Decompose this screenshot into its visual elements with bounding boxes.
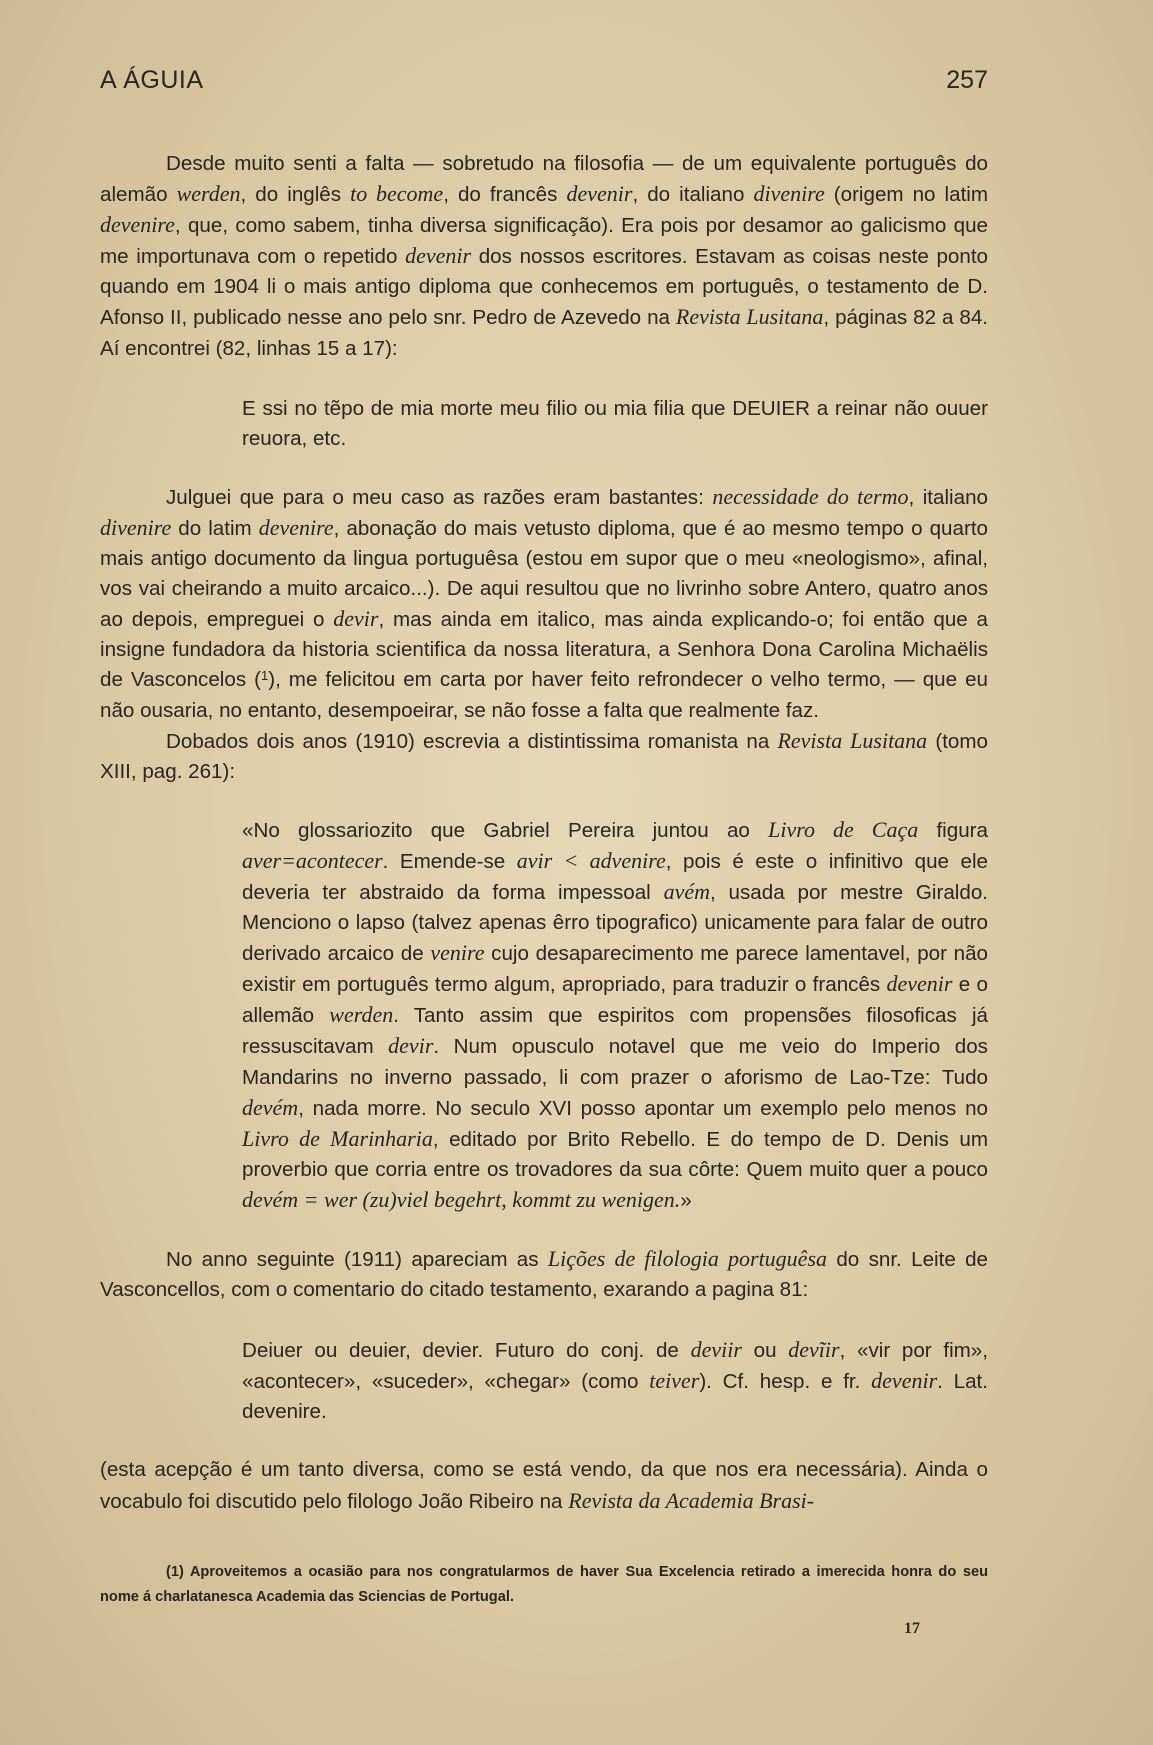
paragraph-1 <box>100 149 988 364</box>
italic-term: Revista Lusitana <box>675 304 824 330</box>
italic-term: devenir <box>405 243 472 269</box>
italic-term: divenire <box>100 514 172 540</box>
text-run: , «vir por fim», «acontecer», «suceder», «chegar» (como <box>242 1339 988 1394</box>
text-run: . Lat. devenire. <box>242 1370 989 1424</box>
text-run: , que, como sabem, tinha diversa significação). Era pois por desamor ao galicismo que me importunava com o repetido <box>100 214 988 269</box>
italic-term: devenir <box>886 971 953 997</box>
italic-term: devém <box>242 1094 299 1120</box>
italic-term: venire <box>430 940 485 966</box>
text-run: , do italiano <box>632 183 754 207</box>
text-run: , italiano <box>908 485 988 509</box>
text-run: do latim <box>171 516 259 540</box>
text-run: figura <box>918 818 988 842</box>
text-run: . Tanto assim que espiritos com propensões filosoficas já ressuscitavam <box>242 1004 988 1059</box>
text-run: , do francês <box>443 183 567 207</box>
quotation-michaelis <box>242 815 988 1216</box>
italic-term: Livro de Caça <box>768 816 919 842</box>
italic-term: deviir <box>690 1337 742 1363</box>
italic-term: aver=acontecer <box>242 847 383 873</box>
main-text <box>100 149 988 1517</box>
paragraph-3 <box>100 726 988 787</box>
text-run: Desde muito senti a falta — sobretudo na filosofia — de um equivalente português do alemão <box>100 152 988 207</box>
text-run: «No glossariozito que Gabriel Pereira juntou ao <box>242 818 769 842</box>
italic-term: to become <box>350 181 444 207</box>
text-run: ), me felicitou em carta por haver feito refrondecer o velho termo, — que eu não ousaria, no entanto, desempoeirar, se não fosse a falta que realmente faz. <box>100 668 988 722</box>
journal-title: A ÁGUIA <box>100 66 204 94</box>
running-header <box>100 66 988 100</box>
signature-mark: 17 <box>904 1620 920 1637</box>
italic-term: divenire <box>753 181 825 207</box>
text-run: , editado por Brito Rebello. E do tempo de D. Denis um proverbio que corria entre os trovadores da sua côrte: Quem muito quer a pouco <box>242 1127 989 1181</box>
italic-term: avir < advenire <box>516 847 666 873</box>
text-run: (esta acepção é um tanto diversa, como se está vendo, da que nos era necessária). Ainda o vocabulo foi discutido pelo filologo João Ribeiro na <box>100 1458 988 1513</box>
text-run: dos nossos escritores. Estavam as coisas neste ponto quando em 1904 li o mais antigo diploma que conhecemos em português, o testamento de D. Afonso II, publicado nesse ano pelo snr. Pedro de Azevedo na <box>100 245 989 330</box>
quotation-testament: E ssi no tẽpo de mia morte meu filio ou mia filia que DEUIER a reinar não ouuer reuora, etc. <box>242 396 988 450</box>
text-run: No anno seguinte (1911) apareciam as <box>166 1248 548 1271</box>
text-run: , pois é este o infinitivo que ele deveria ter abstraido da forma impessoal <box>242 849 988 904</box>
text-run: , usada por mestre Giraldo. Menciono o lapso (talvez apenas êrro tipografico) unicamente para falar de outro derivado arcaico de <box>242 880 988 966</box>
text-run: Dobados dois anos (1910) escrevia a distintissima romanista na <box>166 729 778 753</box>
paragraph-2 <box>100 482 988 726</box>
italic-term: Lições de filologia portuguêsa <box>547 1246 828 1271</box>
text-run: . Emende-se <box>382 849 517 873</box>
italic-term: necessidade do termo <box>712 483 909 509</box>
text-run: » <box>680 1188 692 1212</box>
footnote: (1) Aproveitemos a ocasião para nos congratularmos de haver Sua Excelencia retirado a imerecida honra do seu nome á charlatanesca Academia das Sciencias de Portugal. <box>100 1564 988 1605</box>
paragraph-4 <box>100 1244 988 1305</box>
italic-term: devenir <box>566 181 633 207</box>
text-run: , do inglês <box>240 183 351 207</box>
text-run: Deiuer ou deuier, devier. Futuro do conj. de <box>242 1339 691 1363</box>
page-number: 257 <box>946 66 988 94</box>
text-run: . Num opusculo notavel que me veio do Imperio dos Mandarins no inverno passado, li com prazer o aforismo de Lao-Tze: Tudo <box>242 1035 988 1089</box>
text-run: do snr. Leite de Vasconcellos, com o comentario do citado testamento, exarando a pagina 81: <box>100 1248 989 1302</box>
paragraph-5 <box>100 1455 988 1516</box>
italic-term: werden <box>329 1002 394 1028</box>
text-run: ou <box>741 1339 789 1363</box>
text-run: , mas ainda em italico, mas ainda explicando-o; foi então que a insigne fundadora da historia scientifica da nossa literatura, a Senhora Dona Carolina Michaëlis de Vasconcelos ( <box>100 608 988 692</box>
italic-term: devir <box>388 1033 434 1059</box>
italic-term: devir <box>333 606 379 632</box>
quotation-licoes <box>242 1335 988 1427</box>
italic-term: devĩir <box>788 1337 840 1363</box>
italic-term: Livro de Marinharia <box>242 1125 433 1151</box>
text-run: , nada morre. No seculo XVI posso apontar um exemplo pelo menos no <box>298 1096 988 1120</box>
text-run: , abonação do mais vetusto diploma, que é ao mesmo tempo o quarto mais antigo documento da lingua portuguêsa (estou em supor que o meu «neologismo», afinal, vos vai cheirando a muito arcaico...). De aqui resultou que no livrinho sobre Antero, quatro anos ao depois, empreguei o <box>100 516 988 632</box>
text-run: e o allemão <box>242 973 988 1028</box>
footnote-ref: 1 <box>261 668 269 684</box>
text-run: (tomo XIII, pag. 261): <box>100 729 988 783</box>
text-run: ). Cf. hesp. e fr. <box>699 1370 872 1394</box>
text-run: Julguei que para o meu caso as razões eram bastantes: <box>166 485 713 509</box>
italic-term: teiver <box>649 1368 700 1394</box>
text-run: , páginas 82 a 84. Aí encontrei (82, linhas 15 a 17): <box>100 306 988 360</box>
italic-term: devenire <box>258 514 334 540</box>
italic-term: devém = wer (zu)viel begehrt, kommt zu wenigen. <box>242 1186 681 1212</box>
italic-term: avém <box>663 878 710 904</box>
italic-term: devenire <box>100 212 175 238</box>
italic-term: devenir <box>871 1368 938 1394</box>
italic-term: Revista Lusitana <box>777 727 928 753</box>
text-run: (origem no latim <box>824 183 989 207</box>
italic-term: werden <box>176 181 241 207</box>
italic-term: Revista da Academia Brasi- <box>568 1487 815 1513</box>
text-run: cujo desaparecimento me parece lamentavel, por não existir em português termo algum, apropriado, para traduzir o francês <box>242 942 988 997</box>
